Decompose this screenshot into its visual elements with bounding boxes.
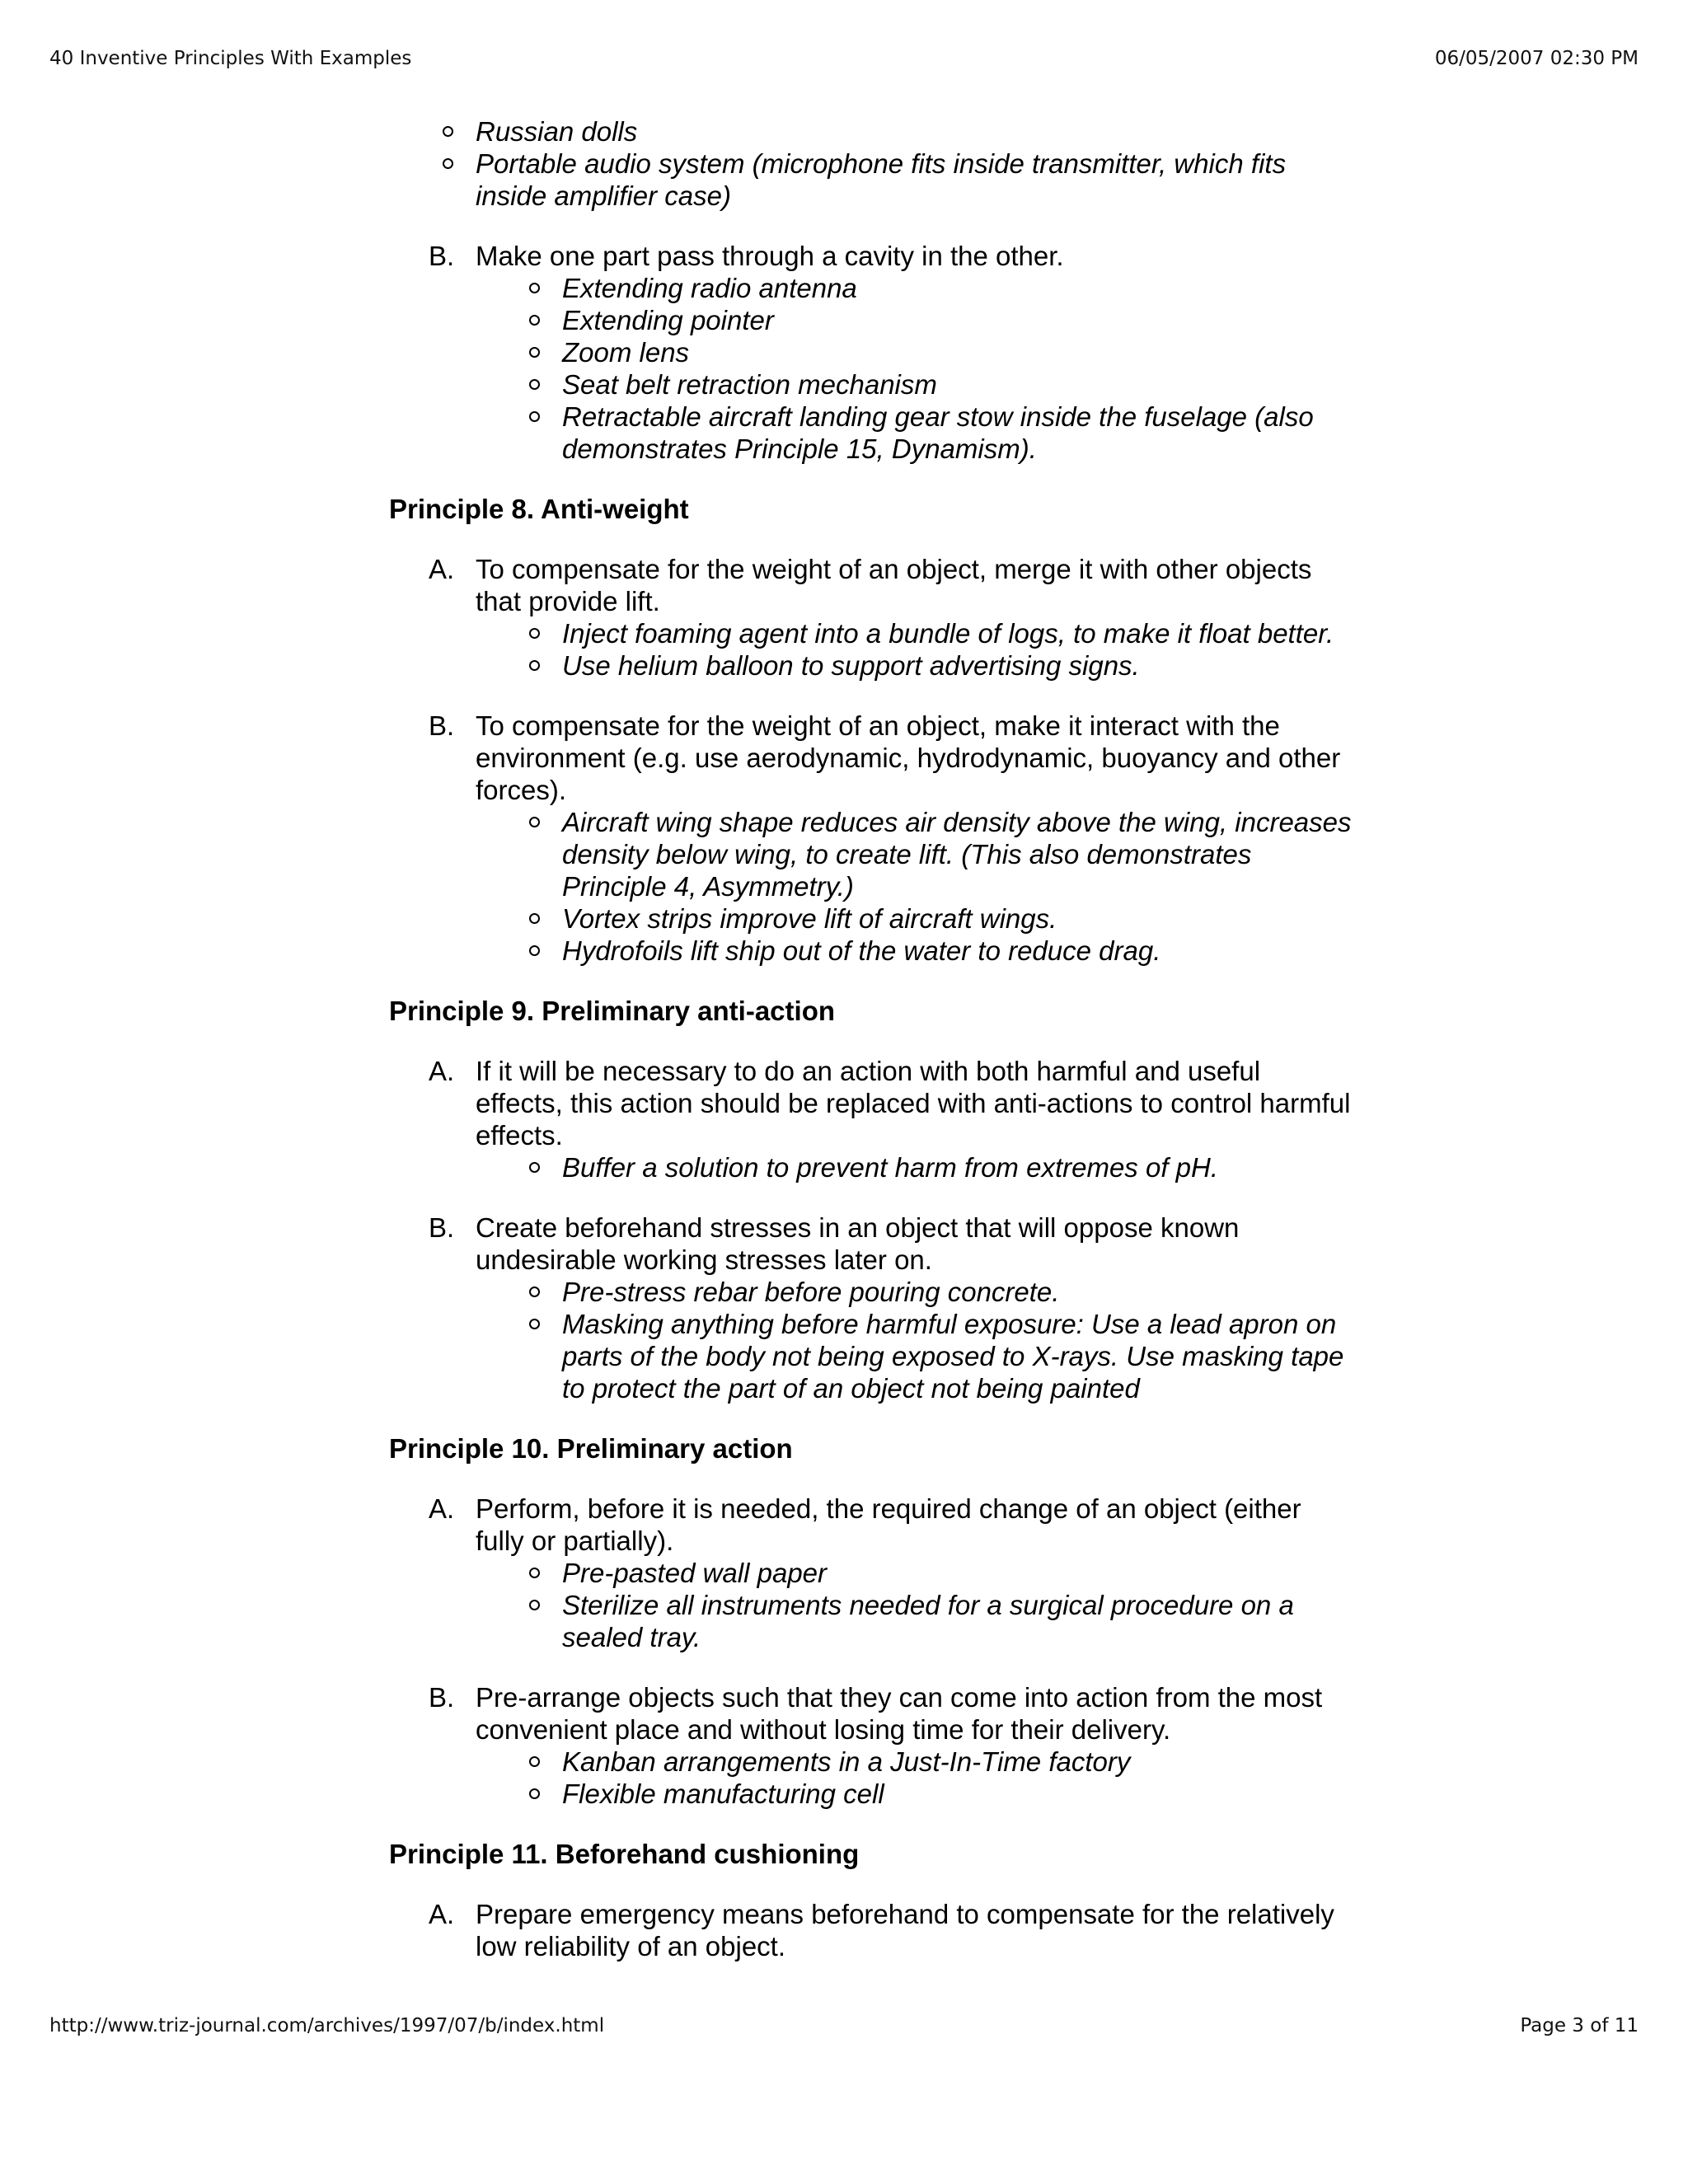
examples-list xyxy=(562,1151,1353,1183)
principle-sections xyxy=(389,1493,1353,1810)
example-item xyxy=(562,1276,1353,1308)
example-text: Inject foaming agent into a bundle of logs, to make it float better. xyxy=(562,618,1334,649)
principle-sections xyxy=(389,1898,1353,1962)
section-letter: A. xyxy=(429,1899,455,1929)
hollow-bullet-icon xyxy=(529,660,540,671)
section-statement: Pre-arrange objects such that they can come into action from the most convenient place and without losing time for their delivery. xyxy=(476,1682,1323,1745)
document-body xyxy=(389,115,1353,1990)
hollow-bullet-icon xyxy=(529,1756,540,1767)
example-item xyxy=(562,1308,1353,1404)
hollow-bullet-icon xyxy=(529,1788,540,1799)
hollow-bullet-icon xyxy=(529,1162,540,1173)
examples-list xyxy=(562,1276,1353,1404)
list-section xyxy=(389,553,1353,682)
list-section xyxy=(389,240,1353,465)
example-text: Portable audio system (microphone fits inside transmitter, which fits inside amplifier case) xyxy=(476,148,1287,211)
hollow-bullet-icon xyxy=(529,1600,540,1610)
example-text: Hydrofoils lift ship out of the water to reduce drag. xyxy=(562,935,1161,966)
example-text: Extending pointer xyxy=(562,305,774,335)
section-letter: B. xyxy=(429,1212,455,1243)
example-text: Kanban arrangements in a Just-In-Time factory xyxy=(562,1746,1131,1777)
hollow-bullet-icon xyxy=(529,945,540,956)
continued-sections xyxy=(389,240,1353,465)
principle-heading: Principle 9. Preliminary anti-action xyxy=(389,996,836,1026)
section-letter: A. xyxy=(429,554,455,584)
example-item xyxy=(562,368,1353,401)
example-text: Retractable aircraft landing gear stow inside the fuselage (also demonstrates Principle 15, Dynamism). xyxy=(562,401,1314,464)
hollow-bullet-icon xyxy=(529,1319,540,1329)
example-text: Buffer a solution to prevent harm from extremes of pH. xyxy=(562,1152,1219,1183)
section-letter: A. xyxy=(429,1493,455,1524)
examples-list xyxy=(562,272,1353,465)
list-section xyxy=(389,710,1353,967)
principle-heading: Principle 11. Beforehand cushioning xyxy=(389,1839,860,1869)
example-item xyxy=(562,1746,1353,1778)
list-section xyxy=(389,1898,1353,1962)
section-statement: Perform, before it is needed, the required change of an object (either fully or partially). xyxy=(476,1493,1301,1556)
hollow-bullet-icon xyxy=(529,817,540,827)
example-text: Pre-pasted wall paper xyxy=(562,1558,828,1588)
footer-url: http://www.triz-journal.com/archives/1997/07/b/index.html xyxy=(49,2015,605,2036)
example-text: Flexible manufacturing cell xyxy=(562,1779,884,1809)
hollow-bullet-icon xyxy=(529,913,540,924)
section-letter: A. xyxy=(429,1056,455,1086)
hollow-bullet-icon xyxy=(529,1286,540,1297)
section-letter: B. xyxy=(429,241,455,271)
example-item xyxy=(562,617,1353,649)
hollow-bullet-icon xyxy=(529,628,540,639)
example-text: Sterilize all instruments needed for a surgical procedure on a sealed tray. xyxy=(562,1590,1294,1652)
example-text: Masking anything before harmful exposure: Use a lead apron on parts of the body not being exposed to X-rays. Use masking tape to protect the part of an object not being painted xyxy=(562,1309,1344,1404)
list-section xyxy=(389,1212,1353,1404)
section-statement: To compensate for the weight of an object, merge it with other objects that provide lift. xyxy=(476,554,1312,616)
section-statement: Prepare emergency means beforehand to compensate for the relatively low reliability of an object. xyxy=(476,1899,1334,1961)
example-item xyxy=(476,148,1353,212)
example-text: Use helium balloon to support advertising signs. xyxy=(562,650,1140,681)
principle-heading: Principle 8. Anti-weight xyxy=(389,494,689,524)
example-item xyxy=(562,304,1353,336)
example-item xyxy=(562,1778,1353,1810)
example-text: Extending radio antenna xyxy=(562,273,857,303)
examples-list xyxy=(562,806,1353,967)
footer-page-number: Page 3 of 11 xyxy=(1520,2015,1639,2036)
section-letter: B. xyxy=(429,1682,455,1713)
header-datetime: 06/05/2007 02:30 PM xyxy=(1434,48,1639,69)
continued-examples-list xyxy=(389,115,1353,212)
hollow-bullet-icon xyxy=(529,347,540,358)
example-item xyxy=(562,272,1353,304)
example-text: Pre-stress rebar before pouring concrete. xyxy=(562,1277,1060,1307)
principle-heading: Principle 10. Preliminary action xyxy=(389,1433,793,1464)
principle-sections xyxy=(389,553,1353,967)
example-item xyxy=(562,401,1353,465)
list-section xyxy=(389,1681,1353,1810)
example-item xyxy=(562,806,1353,902)
example-text: Zoom lens xyxy=(562,337,690,368)
hollow-bullet-icon xyxy=(529,283,540,293)
hollow-bullet-icon xyxy=(529,411,540,422)
example-text: Aircraft wing shape reduces air density above the wing, increases density below wing, to create lift. (This also demonstrates Principle 4, Asymmetry.) xyxy=(562,807,1352,902)
example-item xyxy=(562,336,1353,368)
examples-list xyxy=(562,1557,1353,1653)
example-item xyxy=(562,649,1353,682)
principles-container xyxy=(389,493,1353,1962)
example-text: Seat belt retraction mechanism xyxy=(562,369,937,400)
example-item xyxy=(562,902,1353,935)
hollow-bullet-icon xyxy=(529,379,540,390)
example-text: Vortex strips improve lift of aircraft wings. xyxy=(562,903,1057,934)
example-item xyxy=(476,115,1353,148)
examples-list xyxy=(562,1746,1353,1810)
list-section xyxy=(389,1493,1353,1653)
example-item xyxy=(562,1151,1353,1183)
header-title: 40 Inventive Principles With Examples xyxy=(49,48,412,69)
hollow-bullet-icon xyxy=(443,126,453,137)
section-statement: If it will be necessary to do an action with both harmful and useful effects, this action should be replaced with anti-actions to control harmful effects. xyxy=(476,1056,1351,1151)
section-statement: To compensate for the weight of an object, make it interact with the environment (e.g. use aerodynamic, hydrodynamic, buoyancy and other forces). xyxy=(476,710,1341,805)
section-letter: B. xyxy=(429,710,455,741)
example-item xyxy=(562,935,1353,967)
example-item xyxy=(562,1589,1353,1653)
section-statement: Make one part pass through a cavity in the other. xyxy=(476,241,1064,271)
principle-sections xyxy=(389,1055,1353,1404)
example-item xyxy=(562,1557,1353,1589)
list-section xyxy=(389,1055,1353,1183)
continued-block xyxy=(389,115,1353,212)
hollow-bullet-icon xyxy=(529,1568,540,1578)
section-statement: Create beforehand stresses in an object that will oppose known undesirable working stresses later on. xyxy=(476,1212,1240,1275)
example-text: Russian dolls xyxy=(476,116,638,147)
hollow-bullet-icon xyxy=(529,315,540,326)
examples-list xyxy=(562,617,1353,682)
hollow-bullet-icon xyxy=(443,158,453,169)
